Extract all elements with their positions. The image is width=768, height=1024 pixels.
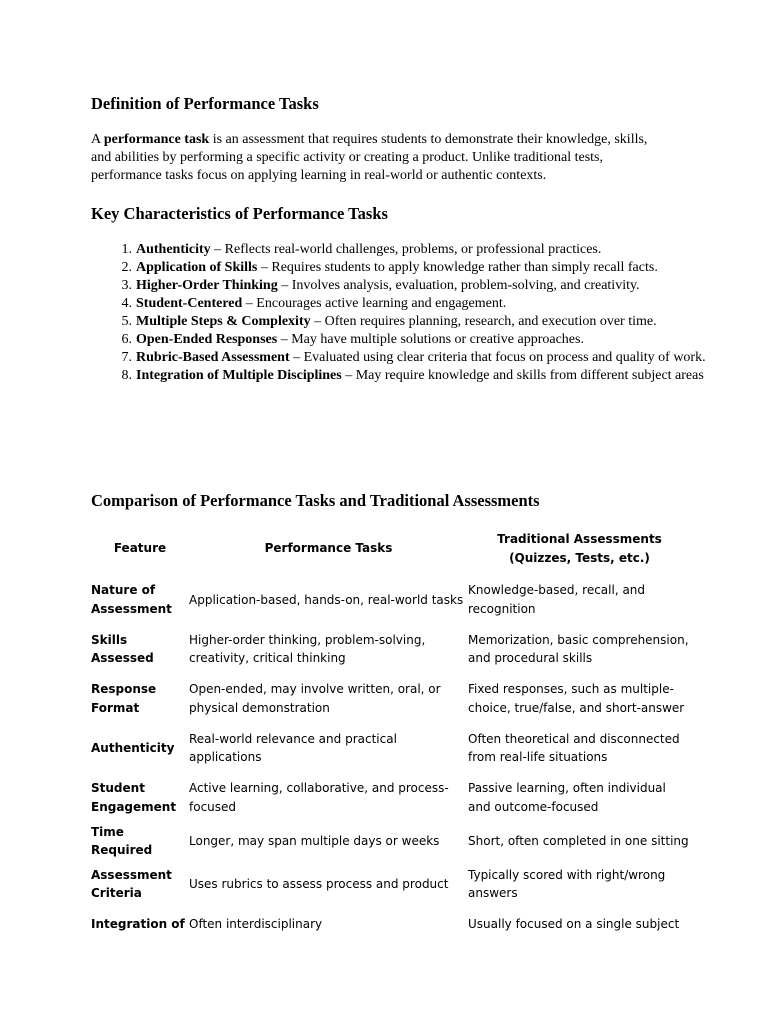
intro-prefix: A	[91, 132, 104, 147]
comparison-heading: Comparison of Performance Tasks and Traditional Assessments	[91, 491, 540, 510]
list-item-term: Authenticity	[136, 242, 211, 257]
cell-traditional: Short, often completed in one sitting	[468, 833, 689, 848]
definition-heading: Definition of Performance Tasks	[91, 94, 319, 113]
cell-traditional: Fixed responses, such as multiple-choice, true/false, and short-answer	[468, 682, 685, 715]
cell-feature: Assessment Criteria	[91, 867, 172, 901]
list-item-term: Student-Centered	[136, 296, 243, 311]
cell-performance: Active learning, collaborative, and process-focused	[189, 781, 449, 814]
characteristics-list	[91, 241, 716, 385]
list-item-term: Rubric-Based Assessment	[136, 350, 290, 365]
cell-performance: Often interdisciplinary	[189, 917, 323, 932]
list-item	[136, 295, 716, 313]
list-item	[136, 259, 716, 277]
cell-traditional: Passive learning, often individual and outcome-focused	[468, 781, 666, 814]
comparison-table	[91, 522, 691, 940]
characteristics-heading: Key Characteristics of Performance Tasks	[91, 204, 388, 223]
list-item-desc: – Requires students to apply knowledge rather than simply recall facts.	[257, 260, 658, 275]
list-item	[136, 331, 716, 349]
cell-feature: Response Format	[91, 682, 157, 715]
table-row	[91, 823, 691, 860]
list-item-desc: – Evaluated using clear criteria that focus on process and quality of work.	[289, 350, 706, 365]
table-header-row	[91, 522, 691, 575]
table-row	[91, 909, 691, 940]
table-row	[91, 860, 691, 910]
list-item	[136, 277, 716, 295]
cell-feature: Skills Assessed	[91, 632, 154, 666]
cell-traditional: Typically scored with right/wrong answers	[468, 867, 666, 901]
cell-performance: Uses rubrics to assess process and product	[189, 877, 449, 891]
list-item-term: Higher-Order Thinking	[136, 278, 278, 293]
cell-performance: Higher-order thinking, problem-solving, creativity, critical thinking	[189, 632, 426, 666]
cell-performance: Real-world relevance and practical applications	[189, 731, 397, 765]
cell-performance: Longer, may span multiple days or weeks	[189, 833, 440, 848]
table-row	[91, 773, 691, 823]
list-item-term: Application of Skills	[136, 260, 258, 275]
cell-feature: Integration of	[91, 917, 185, 932]
cell-traditional: Often theoretical and disconnected from real-life situations	[468, 731, 680, 765]
cell-traditional: Memorization, basic comprehension, and procedural skills	[468, 632, 689, 666]
table-row	[91, 674, 691, 724]
intro-bold-term: performance task	[103, 132, 210, 147]
list-item-term: Open-Ended Responses	[136, 332, 278, 347]
list-item	[136, 313, 716, 331]
list-item	[136, 241, 716, 259]
table-row	[91, 724, 691, 774]
header-traditional-assessments: Traditional Assessments (Quizzes, Tests, etc.)	[497, 532, 662, 565]
list-item-term: Multiple Steps & Complexity	[136, 314, 311, 329]
table-row	[91, 625, 691, 675]
list-item-desc: – Encourages active learning and engagement.	[242, 296, 507, 311]
list-item-desc: – Often requires planning, research, and execution over time.	[310, 314, 657, 329]
list-item-desc: – Reflects real-world challenges, problems, or professional practices.	[210, 242, 602, 257]
cell-traditional: Knowledge-based, recall, and recognition	[468, 583, 646, 616]
cell-feature: Student Engagement	[91, 781, 177, 814]
header-performance-tasks: Performance Tasks	[264, 541, 393, 556]
cell-feature: Nature of Assessment	[91, 583, 172, 616]
cell-performance: Application-based, hands-on, real-world tasks	[189, 592, 464, 607]
cell-traditional: Usually focused on a single subject	[468, 917, 680, 932]
cell-feature: Time Required	[91, 824, 153, 857]
list-item	[136, 349, 716, 367]
table-row	[91, 575, 691, 625]
list-item-desc: – Involves analysis, evaluation, problem-solving, and creativity.	[277, 278, 640, 293]
header-feature: Feature	[113, 541, 167, 556]
cell-feature: Authenticity	[91, 741, 175, 755]
list-item-desc: – May require knowledge and skills from different subject areas	[341, 368, 704, 383]
list-item-desc: – May have multiple solutions or creative approaches.	[277, 332, 584, 347]
list-item-term: Integration of Multiple Disciplines	[136, 368, 342, 383]
intro-rest: is an assessment that requires students to demonstrate their knowledge, skills, and abilities by performing a specific activity or creating a product. Unlike traditional tests, performance tasks focus on applying learning in real-world or authentic contexts.	[91, 132, 648, 183]
list-item	[136, 367, 716, 385]
cell-performance: Open-ended, may involve written, oral, or physical demonstration	[189, 682, 441, 715]
definition-paragraph	[91, 131, 671, 185]
